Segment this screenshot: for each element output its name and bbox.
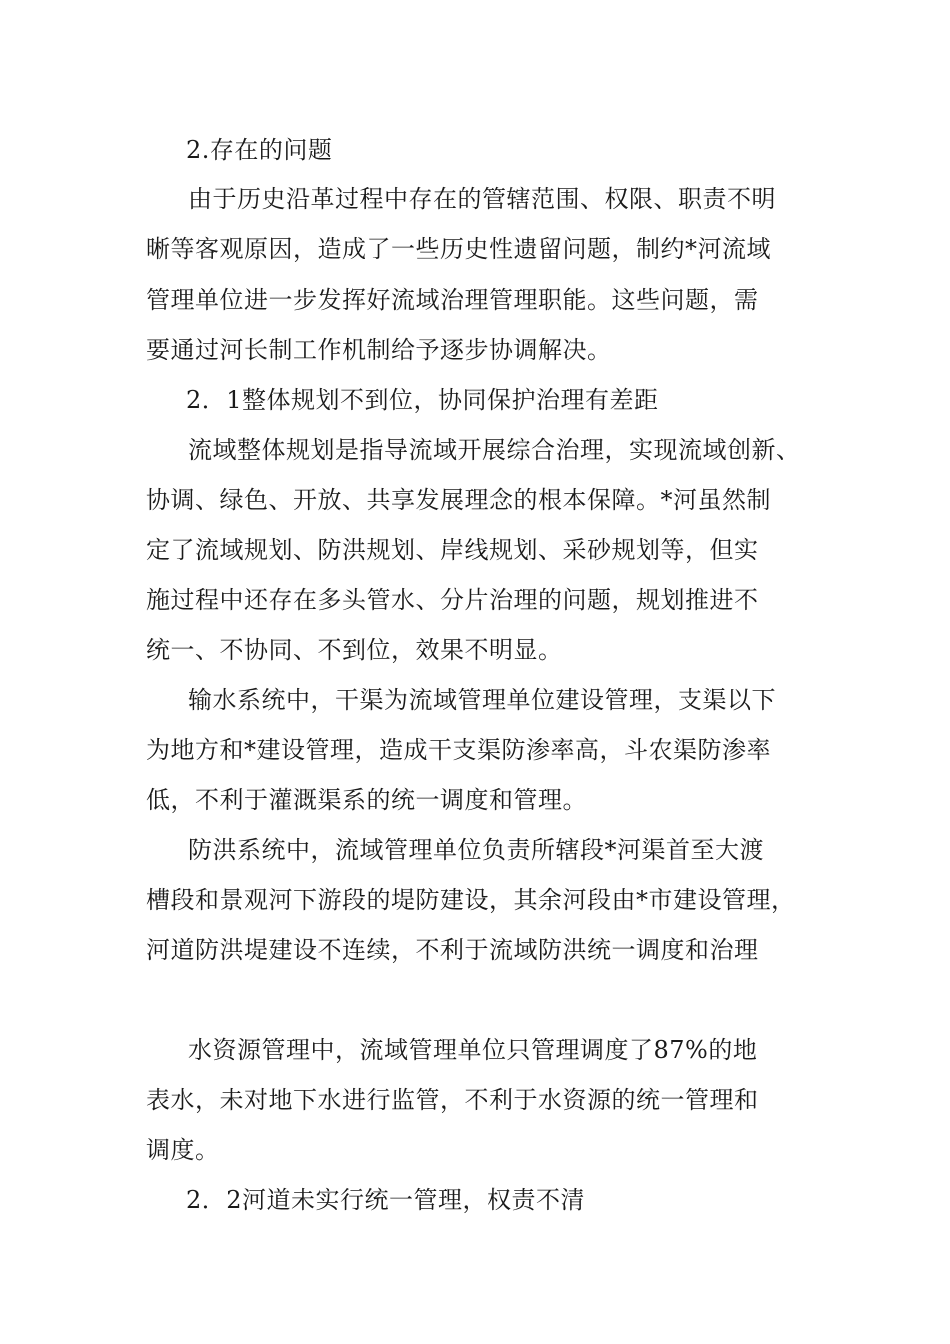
paragraph-line: 定了流域规划、防洪规划、岸线规划、采砂规划等，但实 <box>146 536 759 564</box>
paragraph-line: 河道防洪堤建设不连续，不利于流域防洪统一调度和治理 <box>146 936 759 964</box>
paragraph-line: 管理单位进一步发挥好流域治理管理职能。这些问题，需 <box>146 286 759 314</box>
section-heading: 2.存在的问题 <box>186 136 333 164</box>
paragraph-line: 低，不利于灌溉渠系的统一调度和管理。 <box>146 786 587 814</box>
paragraph-line: 槽段和景观河下游段的堤防建设，其余河段由*市建设管理， <box>146 886 796 914</box>
paragraph-line: 水资源管理中，流域管理单位只管理调度了87%的地 <box>188 1036 758 1064</box>
subsection-heading: 2．1整体规划不到位，协同保护治理有差距 <box>186 386 659 414</box>
paragraph-line: 防洪系统中，流域管理单位负责所辖段*河渠首至大渡 <box>188 836 764 864</box>
paragraph-line: 表水，未对地下水进行监管，不利于水资源的统一管理和 <box>146 1086 759 1114</box>
paragraph-line: 统一、不协同、不到位，效果不明显。 <box>146 636 563 664</box>
paragraph-line: 调度。 <box>146 1136 220 1164</box>
paragraph-line: 要通过河长制工作机制给予逐步协调解决。 <box>146 336 612 364</box>
paragraph-line: 由于历史沿革过程中存在的管辖范围、权限、职责不明 <box>188 185 776 213</box>
paragraph-line: 为地方和*建设管理，造成干支渠防渗率高，斗农渠防渗率 <box>146 736 771 764</box>
paragraph-line: 晰等客观原因，造成了一些历史性遗留问题，制约*河流域 <box>146 235 771 263</box>
paragraph-line: 流域整体规划是指导流域开展综合治理，实现流域创新、 <box>188 436 801 464</box>
subsection-heading: 2．2河道未实行统一管理，权责不清 <box>186 1186 586 1214</box>
paragraph-line: 输水系统中，干渠为流域管理单位建设管理，支渠以下 <box>188 686 776 714</box>
paragraph-line: 协调、绿色、开放、共享发展理念的根本保障。*河虽然制 <box>146 486 771 514</box>
paragraph-line: 施过程中还存在多头管水、分片治理的问题，规划推进不 <box>146 586 759 614</box>
